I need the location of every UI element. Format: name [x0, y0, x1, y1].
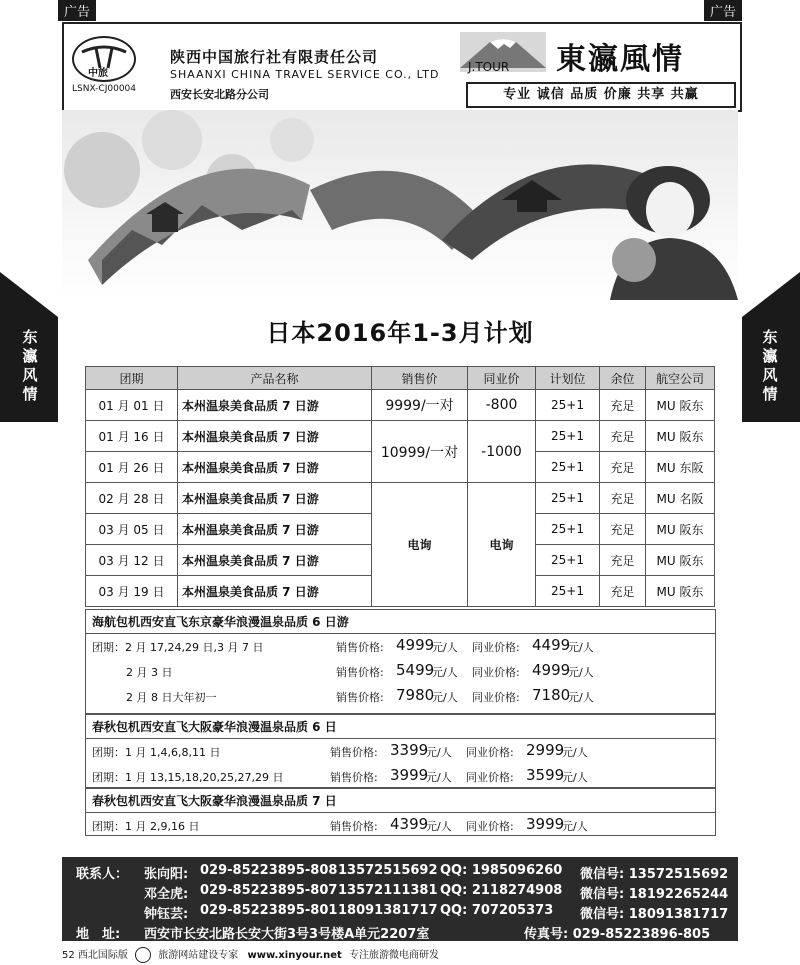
remaining-cell: 充足	[600, 421, 646, 452]
ad-tag-right: 广告	[704, 0, 742, 21]
sale-price-cell: 10999/一对	[372, 421, 468, 483]
unit: 元/人	[426, 746, 452, 759]
price-row	[86, 659, 715, 684]
table-row	[86, 390, 715, 421]
contact-name: 张向阳:	[144, 867, 189, 882]
sale-price: 3399	[390, 741, 429, 759]
contact-wechat: 微信号: 18192265244	[580, 887, 729, 902]
seats-cell: 25+1	[536, 576, 600, 607]
product-cell: 本州温泉美食品质 7 日游	[178, 483, 372, 514]
contact-tel: 029-85223895-807	[200, 883, 338, 898]
date-cell: 03 月 12 日	[86, 545, 178, 576]
schedule-table	[85, 366, 715, 607]
price-row	[86, 739, 715, 764]
unit: 元/人	[432, 666, 458, 679]
sale-label: 销售价格:	[336, 666, 384, 679]
sale-price: 3999	[390, 766, 429, 784]
company-name-en: SHAANXI CHINA TRAVEL SERVICE CO., LTD	[170, 68, 440, 81]
unit: 元/人	[426, 771, 452, 784]
col-header: 计划位	[536, 367, 600, 390]
peer-price: 3999	[526, 815, 565, 833]
peer-price: 4499	[532, 636, 571, 654]
side-label-left: 东 瀛 风 情	[22, 328, 38, 403]
price-row	[86, 634, 715, 659]
charter-title: 春秋包机西安直飞大阪豪华浪漫温泉品质 7 日	[86, 789, 715, 813]
peer-price: 3599	[526, 766, 565, 784]
site-url[interactable]: www.xinyour.net	[247, 950, 342, 961]
airline-cell: MU 阪东	[646, 421, 715, 452]
site-logo-icon	[135, 947, 151, 963]
col-header: 余位	[600, 367, 646, 390]
unit: 元/人	[568, 691, 594, 704]
peer-price-cell: 电询	[468, 483, 536, 607]
side-label-right: 东 瀛 风 情	[762, 328, 778, 403]
remaining-cell: 充足	[600, 576, 646, 607]
sale-price-cell: 9999/一对	[372, 390, 468, 421]
company-logo	[72, 36, 136, 82]
charter-block-osaka-6d	[85, 714, 716, 788]
unit: 元/人	[568, 641, 594, 654]
charter-block-osaka-7d	[85, 788, 716, 836]
peer-price: 2999	[526, 741, 565, 759]
dates-text: 团期：2 月 17,24,29 日,3 月 7 日	[92, 641, 264, 654]
sale-label: 销售价格:	[336, 691, 384, 704]
site-description: 旅游网站建设专家	[158, 950, 239, 961]
price-row	[86, 684, 715, 709]
product-cell: 本州温泉美食品质 7 日游	[178, 390, 372, 421]
slogan: 专业 诚信 品质 价廉 共享 共赢	[466, 82, 736, 108]
contact-wechat: 微信号: 18091381717	[580, 907, 729, 922]
contact-mobile: 13572515692	[338, 863, 438, 878]
airline-cell: MU 阪东	[646, 576, 715, 607]
address-label: 地 址:	[76, 927, 121, 942]
jtour-label: J.TOUR	[468, 60, 510, 74]
price-row	[86, 764, 715, 789]
dates-text: 2 月 8 日大年初一	[126, 691, 217, 704]
peer-label: 同业价格:	[466, 746, 514, 759]
dates-text: 2 月 3 日	[126, 666, 173, 679]
peer-price: 4999	[532, 661, 571, 679]
price-row	[86, 813, 715, 838]
table-header-row	[86, 367, 715, 390]
col-header: 同业价	[468, 367, 536, 390]
unit: 元/人	[562, 746, 588, 759]
airline-cell: MU 东阪	[646, 452, 715, 483]
contact-qq: QQ: 1985096260	[440, 863, 563, 878]
sale-label: 销售价格:	[336, 641, 384, 654]
sale-label: 销售价格:	[330, 746, 378, 759]
product-cell: 本州温泉美食品质 7 日游	[178, 421, 372, 452]
date-cell: 01 月 26 日	[86, 452, 178, 483]
banner-image	[62, 110, 738, 300]
table-row	[86, 483, 715, 514]
sale-price: 4399	[390, 815, 429, 833]
product-cell: 本州温泉美食品质 7 日游	[178, 514, 372, 545]
dates-text: 团期：1 月 13,15,18,20,25,27,29 日	[92, 771, 284, 784]
contact-name: 钟钰芸:	[144, 907, 189, 922]
remaining-cell: 充足	[600, 514, 646, 545]
unit: 元/人	[432, 691, 458, 704]
brand-title: 東瀛風情	[556, 42, 684, 77]
product-cell: 本州温泉美食品质 7 日游	[178, 545, 372, 576]
bottom-bar	[62, 946, 439, 963]
license-number: LSNX-CJ00004	[72, 84, 136, 94]
plan-title: 日本2016年1-3月计划	[266, 319, 534, 347]
date-cell: 03 月 05 日	[86, 514, 178, 545]
col-header: 销售价	[372, 367, 468, 390]
peer-label: 同业价格:	[466, 771, 514, 784]
peer-label: 同业价格:	[466, 820, 514, 833]
peer-price-cell: -1000	[468, 421, 536, 483]
contact-mobile: 18091381717	[338, 903, 438, 918]
unit: 元/人	[568, 666, 594, 679]
sale-price: 4999	[396, 636, 435, 654]
product-cell: 本州温泉美食品质 7 日游	[178, 576, 372, 607]
date-cell: 01 月 01 日	[86, 390, 178, 421]
charter-title: 春秋包机西安直飞大阪豪华浪漫温泉品质 6 日	[86, 715, 715, 739]
seats-cell: 25+1	[536, 514, 600, 545]
remaining-cell: 充足	[600, 452, 646, 483]
contact-qq: QQ: 2118274908	[440, 883, 563, 898]
seats-cell: 25+1	[536, 390, 600, 421]
remaining-cell: 充足	[600, 390, 646, 421]
col-header: 产品名称	[178, 367, 372, 390]
unit: 元/人	[426, 820, 452, 833]
airline-cell: MU 阪东	[646, 390, 715, 421]
product-cell: 本州温泉美食品质 7 日游	[178, 452, 372, 483]
fax-text: 传真号: 029-85223896-805	[524, 927, 711, 942]
charter-block-tokyo	[85, 609, 716, 714]
branch-name: 西安长安北路分公司	[170, 88, 269, 101]
dates-text: 团期：1 月 2,9,16 日	[92, 820, 200, 833]
peer-label: 同业价格:	[472, 666, 520, 679]
date-cell: 03 月 19 日	[86, 576, 178, 607]
dates-text: 团期：1 月 1,4,6,8,11 日	[92, 746, 221, 759]
header	[62, 22, 742, 112]
contact-tel: 029-85223895-801	[200, 903, 338, 918]
peer-label: 同业价格:	[472, 641, 520, 654]
contact-tel: 029-85223895-808	[200, 863, 338, 878]
seats-cell: 25+1	[536, 452, 600, 483]
unit: 元/人	[432, 641, 458, 654]
seats-cell: 25+1	[536, 421, 600, 452]
site-tagline: 专注旅游微电商研发	[349, 950, 440, 961]
col-header: 团期	[86, 367, 178, 390]
contact-name: 邓全虎:	[144, 887, 189, 902]
seats-cell: 25+1	[536, 545, 600, 576]
japan-scenery-illustration	[62, 110, 738, 300]
col-header: 航空公司	[646, 367, 715, 390]
sale-price: 7980	[396, 686, 435, 704]
company-name-cn: 陕西中国旅行社有限责任公司	[170, 48, 379, 66]
seats-cell: 25+1	[536, 483, 600, 514]
date-cell: 01 月 16 日	[86, 421, 178, 452]
sale-price: 5499	[396, 661, 435, 679]
ad-tag-left: 广告	[58, 0, 96, 21]
remaining-cell: 充足	[600, 545, 646, 576]
unit: 元/人	[562, 771, 588, 784]
table-row	[86, 421, 715, 452]
contact-label: 联系人：	[76, 867, 129, 882]
peer-price: 7180	[532, 686, 571, 704]
charter-title: 海航包机西安直飞东京豪华浪漫温泉品质 6 日游	[86, 610, 715, 634]
airline-cell: MU 阪东	[646, 514, 715, 545]
contact-mobile: 13572111381	[338, 883, 438, 898]
peer-label: 同业价格:	[472, 691, 520, 704]
unit: 元/人	[562, 820, 588, 833]
contact-footer	[62, 857, 738, 941]
sale-label: 销售价格:	[330, 771, 378, 784]
sale-price-cell: 电询	[372, 483, 468, 607]
contact-wechat: 微信号: 13572515692	[580, 867, 729, 882]
airline-cell: MU 名阪	[646, 483, 715, 514]
peer-price-cell: -800	[468, 390, 536, 421]
remaining-cell: 充足	[600, 483, 646, 514]
sale-label: 销售价格:	[330, 820, 378, 833]
address-text: 西安市长安北路长安大街3号3号楼A单元2207室	[144, 927, 430, 942]
contact-qq: QQ: 707205373	[440, 903, 554, 918]
airline-cell: MU 阪东	[646, 545, 715, 576]
date-cell: 02 月 28 日	[86, 483, 178, 514]
page-number: 52 西北国际版	[62, 950, 128, 961]
logo-text: 中旅	[88, 68, 108, 79]
